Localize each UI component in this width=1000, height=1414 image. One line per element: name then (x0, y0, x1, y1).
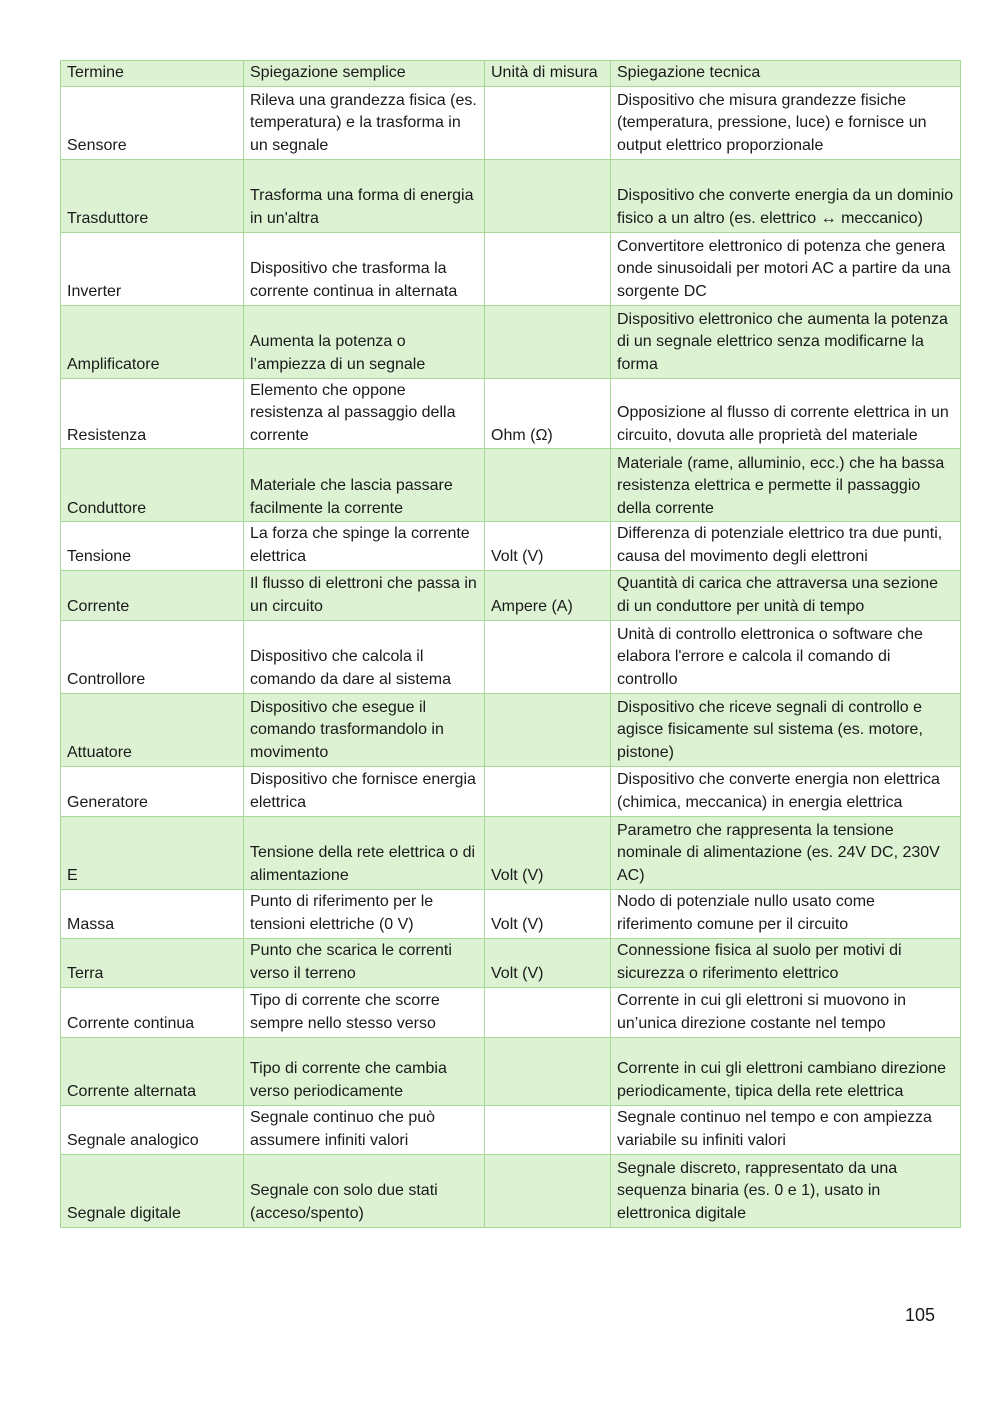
term-cell: Attuatore (61, 693, 244, 766)
technical-explanation-cell: Quantità di carica che attraversa una sezione di un conduttore per unità di tempo (611, 570, 961, 620)
simple-explanation-cell: Il flusso di elettroni che passa in un circuito (244, 570, 485, 620)
unit-cell: Volt (V) (485, 938, 611, 987)
simple-explanation-cell: Dispositivo che trasforma la corrente continua in alternata (244, 232, 485, 305)
simple-explanation-cell: Tipo di corrente che scorre sempre nello stesso verso (244, 987, 485, 1037)
technical-explanation-cell: Corrente in cui gli elettroni si muovono in un’unica direzione costante nel tempo (611, 987, 961, 1037)
technical-explanation-cell: Convertitore elettronico di potenza che genera onde sinusoidali per motori AC a partire da una sorgente DC (611, 232, 961, 305)
simple-explanation-cell: Dispositivo che calcola il comando da dare al sistema (244, 620, 485, 693)
simple-explanation-cell: Segnale con solo due stati (acceso/spento) (244, 1154, 485, 1227)
unit-cell (485, 766, 611, 816)
header-simple: Spiegazione semplice (244, 61, 485, 87)
term-cell: Conduttore (61, 449, 244, 522)
unit-cell (485, 1037, 611, 1105)
simple-explanation-cell: Punto che scarica le correnti verso il terreno (244, 938, 485, 987)
term-cell: E (61, 816, 244, 889)
table-row (61, 305, 961, 378)
table-row (61, 1105, 961, 1154)
term-cell: Corrente alternata (61, 1037, 244, 1105)
term-cell: Sensore (61, 86, 244, 159)
technical-explanation-cell: Differenza di potenziale elettrico tra due punti, causa del movimento degli elettroni (611, 522, 961, 570)
unit-cell (485, 1154, 611, 1227)
table-row (61, 159, 961, 232)
glossary-table-body (61, 61, 961, 1228)
unit-cell: Ampere (A) (485, 570, 611, 620)
technical-explanation-cell: Nodo di potenziale nullo usato come riferimento comune per il circuito (611, 889, 961, 938)
table-row (61, 1154, 961, 1227)
unit-cell (485, 693, 611, 766)
technical-explanation-cell: Dispositivo elettronico che aumenta la potenza di un segnale elettrico senza modificarne la forma (611, 305, 961, 378)
table-row (61, 1037, 961, 1105)
table-row (61, 889, 961, 938)
header-technical: Spiegazione tecnica (611, 61, 961, 87)
term-cell: Tensione (61, 522, 244, 570)
unit-cell: Ohm (Ω) (485, 378, 611, 449)
unit-cell (485, 305, 611, 378)
table-row (61, 816, 961, 889)
table-row (61, 620, 961, 693)
simple-explanation-cell: Rileva una grandezza fisica (es. temperatura) e la trasforma in un segnale (244, 86, 485, 159)
simple-explanation-cell: Dispositivo che esegue il comando trasformandolo in movimento (244, 693, 485, 766)
table-row (61, 693, 961, 766)
simple-explanation-cell: Tensione della rete elettrica o di alimentazione (244, 816, 485, 889)
glossary-table (60, 60, 961, 1228)
unit-cell: Volt (V) (485, 816, 611, 889)
table-row (61, 378, 961, 449)
unit-cell (485, 620, 611, 693)
term-cell: Trasduttore (61, 159, 244, 232)
term-cell: Corrente (61, 570, 244, 620)
technical-explanation-cell: Unità di controllo elettronica o software che elabora l'errore e calcola il comando di controllo (611, 620, 961, 693)
simple-explanation-cell: Materiale che lascia passare facilmente la corrente (244, 449, 485, 522)
simple-explanation-cell: Aumenta la potenza o l’ampiezza di un segnale (244, 305, 485, 378)
unit-cell: Volt (V) (485, 889, 611, 938)
table-row (61, 987, 961, 1037)
technical-explanation-cell: Connessione fisica al suolo per motivi di sicurezza o riferimento elettrico (611, 938, 961, 987)
page-number: 105 (905, 1305, 936, 1325)
table-row (61, 766, 961, 816)
unit-cell (485, 987, 611, 1037)
technical-explanation-cell: Materiale (rame, alluminio, ecc.) che ha bassa resistenza elettrica e permette il passaggio della corrente (611, 449, 961, 522)
term-cell: Amplificatore (61, 305, 244, 378)
simple-explanation-cell: Trasforma una forma di energia in un'altra (244, 159, 485, 232)
simple-explanation-cell: Dispositivo che fornisce energia elettrica (244, 766, 485, 816)
technical-explanation-cell: Dispositivo che misura grandezze fisiche (temperatura, pressione, luce) e fornisce un output elettrico proporzionale (611, 86, 961, 159)
unit-cell (485, 159, 611, 232)
term-cell: Massa (61, 889, 244, 938)
term-cell: Resistenza (61, 378, 244, 449)
glossary-table-container (60, 60, 960, 1228)
table-row (61, 232, 961, 305)
unit-cell (485, 1105, 611, 1154)
header-term: Termine (61, 61, 244, 87)
technical-explanation-cell: Corrente in cui gli elettroni cambiano direzione periodicamente, tipica della rete elettrica (611, 1037, 961, 1105)
technical-explanation-cell: Dispositivo che converte energia non elettrica (chimica, meccanica) in energia elettrica (611, 766, 961, 816)
table-row (61, 570, 961, 620)
unit-cell: Volt (V) (485, 522, 611, 570)
technical-explanation-cell: Dispositivo che converte energia da un dominio fisico a un altro (es. elettrico ↔ meccanico) (611, 159, 961, 232)
term-cell: Inverter (61, 232, 244, 305)
simple-explanation-cell: Punto di riferimento per le tensioni elettriche (0 V) (244, 889, 485, 938)
table-row (61, 449, 961, 522)
technical-explanation-cell: Segnale discreto, rappresentato da una sequenza binaria (es. 0 e 1), usato in elettronica digitale (611, 1154, 961, 1227)
simple-explanation-cell: Elemento che oppone resistenza al passaggio della corrente (244, 378, 485, 449)
term-cell: Controllore (61, 620, 244, 693)
unit-cell (485, 232, 611, 305)
technical-explanation-cell: Segnale continuo nel tempo e con ampiezza variabile su infiniti valori (611, 1105, 961, 1154)
header-unit: Unità di misura (485, 61, 611, 87)
technical-explanation-cell: Opposizione al flusso di corrente elettrica in un circuito, dovuta alle proprietà del materiale (611, 378, 961, 449)
simple-explanation-cell: Tipo di corrente che cambia verso periodicamente (244, 1037, 485, 1105)
term-cell: Corrente continua (61, 987, 244, 1037)
term-cell: Segnale analogico (61, 1105, 244, 1154)
simple-explanation-cell: La forza che spinge la corrente elettrica (244, 522, 485, 570)
table-row (61, 86, 961, 159)
table-row (61, 938, 961, 987)
table-row (61, 522, 961, 570)
unit-cell (485, 449, 611, 522)
unit-cell (485, 86, 611, 159)
term-cell: Generatore (61, 766, 244, 816)
table-header-row (61, 61, 961, 87)
term-cell: Segnale digitale (61, 1154, 244, 1227)
technical-explanation-cell: Parametro che rappresenta la tensione nominale di alimentazione (es. 24V DC, 230V AC) (611, 816, 961, 889)
simple-explanation-cell: Segnale continuo che può assumere infiniti valori (244, 1105, 485, 1154)
technical-explanation-cell: Dispositivo che riceve segnali di controllo e agisce fisicamente sul sistema (es. motore, pistone) (611, 693, 961, 766)
term-cell: Terra (61, 938, 244, 987)
